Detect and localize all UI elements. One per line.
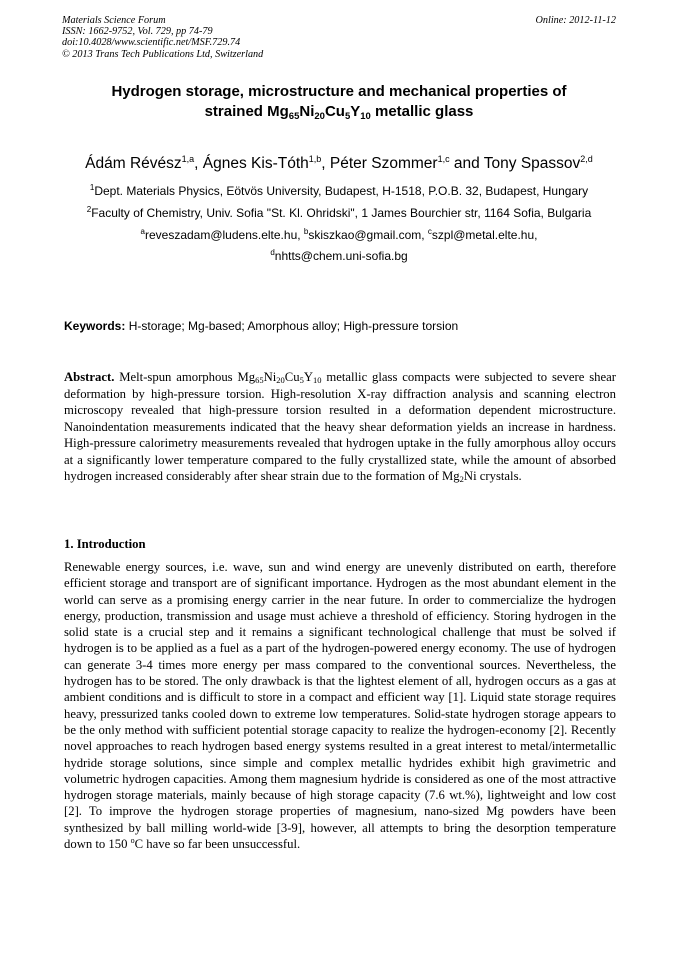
- abstract-text: Ni crystals.: [463, 469, 522, 483]
- title-text: Ni: [299, 103, 315, 120]
- keywords: [64, 318, 616, 334]
- introduction-paragraph: [64, 559, 616, 852]
- author-list: [40, 154, 638, 174]
- author-name: Ágnes Kis-Tóth: [202, 155, 309, 172]
- email-address[interactable]: reveszadam@ludens.elte.hu,: [144, 228, 304, 242]
- abstract-subscript: 5: [299, 375, 304, 385]
- email-mark: b: [303, 227, 309, 236]
- title-line-2: [62, 102, 616, 122]
- title-text: metallic glass: [370, 103, 474, 120]
- journal-issn: ISSN: 1662-9752, Vol. 729, pp 74-79: [62, 26, 213, 38]
- title-subscript: 5: [344, 111, 351, 122]
- email-line-2: [40, 248, 638, 264]
- affiliation-mark: 1: [89, 183, 95, 192]
- abstract-text: Melt-spun amorphous Mg: [114, 370, 256, 384]
- keywords-text: H-storage; Mg-based; Amorphous alloy; High-pressure torsion: [125, 319, 459, 333]
- abstract-subscript: 20: [276, 375, 285, 385]
- email-address[interactable]: nhtts@chem.uni-sofia.bg: [274, 249, 408, 263]
- email-line-1: [40, 227, 638, 243]
- abstract-text: Y: [303, 370, 313, 384]
- author-name: Péter Szommer: [329, 155, 438, 172]
- author-affiliation-mark: 1,a: [181, 154, 195, 164]
- intro-text: C have so far been unsuccessful.: [134, 837, 301, 852]
- abstract-subscript: 2: [459, 474, 464, 484]
- abstract-label: Abstract.: [64, 370, 115, 384]
- author-separator: and: [449, 155, 484, 172]
- title-text: Y: [350, 103, 361, 120]
- abstract-subscript: 65: [255, 375, 264, 385]
- title-text: strained Mg: [204, 103, 289, 120]
- author-separator: ,: [321, 155, 330, 172]
- title-text: Cu: [324, 103, 345, 120]
- author-separator: ,: [194, 155, 203, 172]
- email-mark: a: [140, 227, 145, 236]
- abstract-text: Cu: [284, 370, 300, 384]
- journal-doi: doi:10.4028/www.scientific.net/MSF.729.74: [62, 37, 241, 49]
- journal-copyright: © 2013 Trans Tech Publications Ltd, Switzerland: [62, 48, 264, 60]
- title-subscript: 10: [360, 111, 371, 122]
- paper-title: [62, 82, 616, 122]
- email-address[interactable]: szpl@metal.elte.hu,: [431, 228, 538, 242]
- intro-text: Renewable energy sources, i.e. wave, sun and wind energy are unevenly distributed on earth, therefore efficient storage and transport are of significant importance. Hydrogen as the most abundant element in the world can serve as a promising energy carrier in the near future. In order to commercialize the hydrogen energy, production, transmission and usage must achieve a threshold of efficiency. Storing hydrogen in the solid state is a crucial step and it remains a significant technological challenge that must be solved if hydrogen is to be applied as a fuel as a part of the hydrogen-powered energy economy. The use of hydrogen can generate 3-4 times more energy per mass compared to the conventional sources. Nevertheless, the hydrogen has to be stored. The only drawback is that the lightest element of all, hydrogen occurs as a gas at ambient conditions and is difficult to store in a compact and efficient way [1]. Liquid state storage requires heavy, pressurized tanks cooled down to extreme low temperatures. Solid-state hydrogen storage appears to be the only method with sufficient potential storage capacity to realize the hydrogen-economy [2]. Recently novel approaches to reach hydrogen based energy systems resulted in a great interest to metal/intermetallic hydride storage solutions, since simple and complex metallic hydrides exhibit high gravimetric and volumetric hydrogen capacities. Among them magnesium hydride is considered as one of the most attractive hydrogen storage materials, mainly because of high storage capacity (7.6 wt.%), lightweight and low cost [2]. To improve the hydrogen storage properties of magnesium, nano-sized Mg powders have been synthesized by ball milling world-wide [3-9], however, all attempts to bring the desorption temperature down to 150: [64, 560, 616, 852]
- author-name: Ádám Révész: [85, 155, 182, 172]
- email-mark: c: [427, 227, 432, 236]
- degree-mark: o: [130, 836, 135, 846]
- abstract-text: Ni: [263, 370, 277, 384]
- affiliation-1: [40, 183, 638, 199]
- title-subscript: 65: [288, 111, 300, 122]
- journal-name: Materials Science Forum: [62, 15, 166, 26]
- online-date: Online: 2012-11-12: [535, 15, 616, 26]
- section-heading-introduction: 1. Introduction: [64, 537, 146, 551]
- title-line-1: Hydrogen storage, microstructure and mechanical properties of: [111, 83, 567, 100]
- affiliation-text: Dept. Materials Physics, Eötvös University, Budapest, H-1518, P.O.B. 32, Budapest, Hungary: [94, 184, 589, 198]
- author-affiliation-mark: 2,d: [580, 154, 593, 164]
- email-address[interactable]: skiszkao@gmail.com,: [308, 228, 428, 242]
- title-subscript: 20: [314, 111, 325, 122]
- abstract-text: metallic glass compacts were subjected to severe shear deformation by high-pressure torsion. High-resolution X-ray diffraction analysis and scanning electron microscopy revealed that high-pressure torsion resulted in a deformation dependent microstructure. Nanoindentation measurements indicated that the heavy shear deformation yields an increase in hardness. High-pressure calorimetry measurements revealed that hydrogen uptake in the fully amorphous alloy occurs at a significantly lower temperature compared to the fully crystallized state, while the amount of absorbed hydrogen increased considerably after shear strain due to the formation of Mg: [64, 370, 616, 483]
- affiliation-2: [40, 205, 638, 221]
- email-mark: d: [270, 248, 275, 257]
- affiliation-mark: 2: [86, 205, 92, 214]
- journal-header: [62, 15, 616, 60]
- keywords-label: Keywords:: [64, 319, 126, 333]
- author-affiliation-mark: 1,c: [437, 154, 450, 164]
- abstract: [64, 369, 616, 485]
- abstract-subscript: 10: [313, 375, 322, 385]
- author-affiliation-mark: 1,b: [308, 154, 322, 164]
- author-name: Tony Spassov: [483, 155, 581, 172]
- affiliation-text: Faculty of Chemistry, Univ. Sofia "St. Kl. Ohridski", 1 James Bourchier str, 1164 Sofia, Bulgaria: [91, 206, 592, 220]
